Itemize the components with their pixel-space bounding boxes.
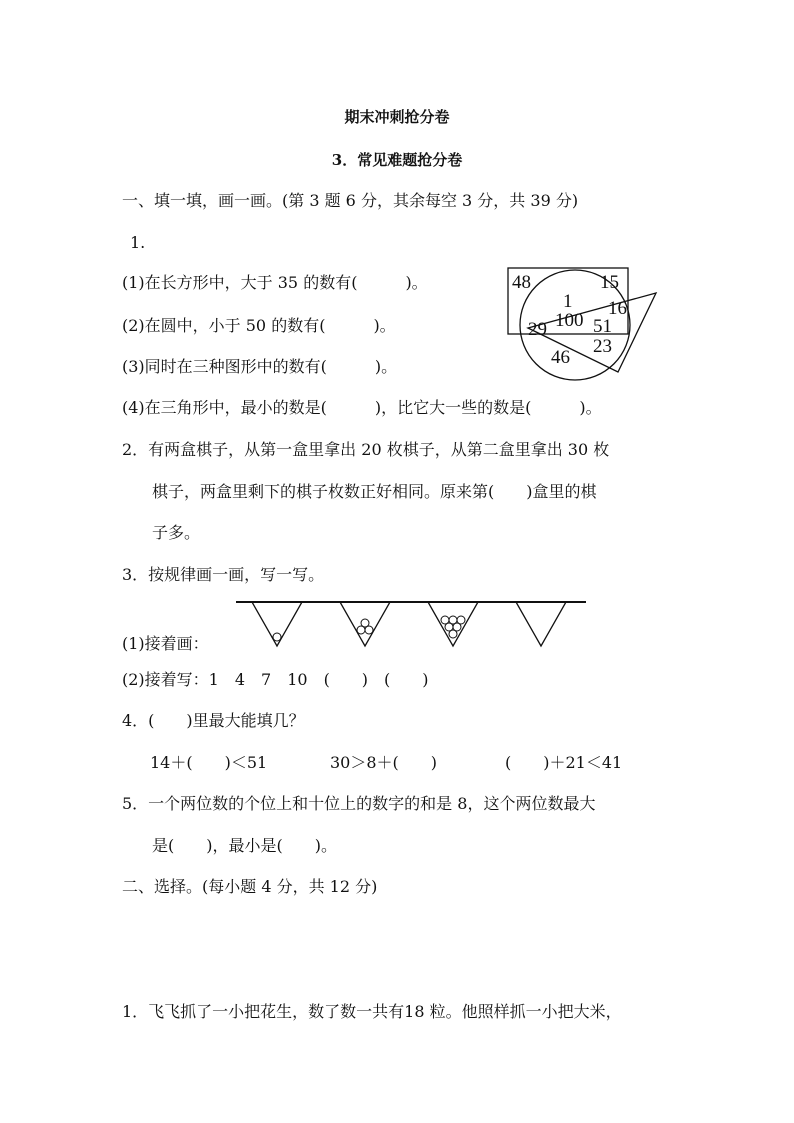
q1-number: 1. — [130, 233, 146, 252]
figure-number-46: 46 — [551, 347, 570, 368]
shapes-figure — [498, 262, 688, 388]
q4-item2: 30＞8＋( ) — [330, 753, 438, 772]
figure-number-23: 23 — [593, 336, 612, 357]
ball — [449, 616, 457, 624]
q4-title: 4．( )里最大能填几？ — [122, 711, 305, 730]
ball — [365, 626, 373, 634]
q1-part3: (3)同时在三种图形中的数有( )。 — [122, 357, 398, 376]
figure-number-51: 51 — [593, 316, 612, 337]
figure-number-1: 1 — [563, 291, 573, 312]
page-title: 期末冲刺抢分卷 — [344, 108, 450, 126]
figure-number-29: 29 — [528, 319, 547, 340]
section1-heading: 一、填一填，画一画。(第 3 题 6 分，其余每空 3 分，共 39 分) — [122, 191, 579, 210]
ball — [441, 616, 449, 624]
q2-line1: 2．有两盒棋子，从第一盒里拿出 20 枚棋子，从第二盒里拿出 30 枚 — [122, 440, 610, 459]
figure-triangle — [528, 293, 656, 372]
figure-number-48: 48 — [512, 272, 531, 293]
q2-line3: 子多。 — [152, 523, 201, 542]
pattern-triangle-4-empty — [516, 602, 566, 646]
q5-line2: 是( )，最小是( )。 — [152, 836, 337, 855]
q1-part2: (2)在圆中，小于 50 的数有( )。 — [122, 316, 396, 335]
q3-part2: (2)接着写：1 4 7 10 ( ) ( ) — [122, 670, 429, 689]
section2-q1: 1．飞飞抓了一小把花生，数了数一共有18 粒。他照样抓一小把大米， — [122, 1002, 622, 1021]
q4-item3: ( )＋21＜41 — [505, 753, 623, 772]
page-subtitle: 3．常见难题抢分卷 — [331, 151, 463, 169]
q4-item1: 14＋( )＜51 — [150, 753, 268, 772]
ball — [457, 616, 465, 624]
q1-part4: (4)在三角形中，最小的数是( )，比它大一些的数是( )。 — [122, 398, 602, 417]
q5-line1: 5．一个两位数的个位上和十位上的数字的和是 8，这个两位数最大 — [122, 794, 596, 813]
pattern-figure — [232, 598, 592, 650]
ball — [273, 633, 281, 641]
figure-number-16: 16 — [608, 298, 627, 319]
q3-part1: (1)接着画： — [122, 634, 209, 653]
q3-title: 3．按规律画一画，写一写。 — [122, 565, 325, 584]
section2-heading: 二、选择。(每小题 4 分，共 12 分) — [122, 877, 378, 896]
q2-line2: 棋子，两盒里剩下的棋子枚数正好相同。原来第( )盒里的棋 — [152, 482, 597, 501]
q1-part1: (1)在长方形中，大于 35 的数有( )。 — [122, 273, 428, 292]
figure-number-15: 15 — [600, 272, 619, 293]
ball — [357, 626, 365, 634]
figure-number-100: 100 — [555, 310, 584, 331]
